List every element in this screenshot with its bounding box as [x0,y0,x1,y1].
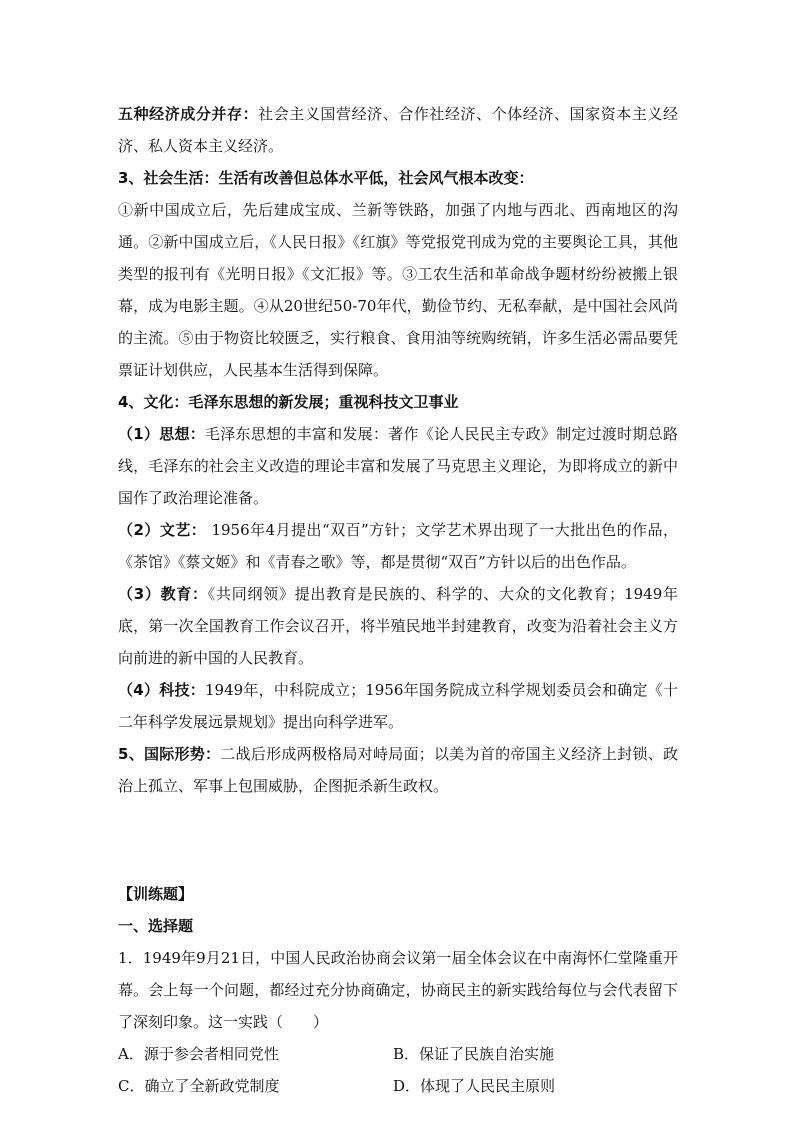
culture-heading: 4、文化：毛泽东思想的新发展；重视科技文卫事业 [118,393,459,411]
option-d[interactable]: D．体现了人民民主原则 [393,1077,556,1095]
culture-item-arts-text: 1956年4月提出“双百”方针；文学艺术界出现了一大批出色的作品，《茶馆》《蔡文姬》和《青春之歌》等，都是贯彻“双百”方针以后的出色作品。 [118,521,678,571]
economic-components-paragraph [118,98,678,162]
culture-item-thought-text: 毛泽东思想的丰富和发展：著作《论人民民主专政》制定过渡时期总路线，毛泽东的社会主义改造的理论丰富和发展了马克思主义理论，为即将成立的新中国作了政治理论准备。 [118,425,678,507]
multiple-choice-section-title: 一、选择题 [118,917,194,935]
social-life-text: ①新中国成立后，先后建成宝成、兰新等铁路，加强了内地与西北、西南地区的沟通。②新中国成立后，《人民日报》《红旗》等党报党刊成为党的主要舆论工具，其他类型的报刊有《光明日报》《文汇报》等。③工农生活和革命战争题材纷纷被搬上银幕，成为电影主题。④从20世纪50-70年代，勤俭节约、无私奉献，是中国社会风尚的主流。⑤由于物资比较匮乏，实行粮食、食用油等统购统销，许多生活必需品要凭票证计划供应，人民基本生活得到保障。 [118,201,678,379]
training-title: 【训练题】 [118,885,194,903]
question-1-stem: 1．1949年9月21日，中国人民政治协商会议第一届全体会议在中南海怀仁堂隆重开幕。会上每一个问题，都经过充分协商确定，协商民主的新实践给每位与会代表留下了深刻印象。这一实践（ ） [118,949,678,1031]
culture-item-thought-label: （1）思想： [118,425,206,443]
section-spacer [118,802,678,878]
culture-item-education-label: （3）教育： [118,585,208,603]
international-situation-label: 5、国际形势： [118,745,221,763]
question-1-options-row-2 [118,1070,678,1102]
culture-item-thought [118,418,678,514]
question-1-options-row-1 [118,1038,678,1070]
culture-item-science-text: 1949年，中科院成立；1956年国务院成立科学规划委员会和确定《十二年科学发展远景规划》提出向科学进军。 [118,681,678,731]
culture-item-education [118,578,678,674]
option-b[interactable]: B．保证了民族自治实施 [393,1045,555,1063]
culture-item-arts-label: （2）文艺： [118,521,207,539]
international-situation [118,738,678,802]
international-situation-text: 二战后形成两极格局对峙局面；以美为首的帝国主义经济上封锁、政治上孤立、军事上包围威胁，企图扼杀新生政权。 [118,745,678,795]
culture-item-science [118,674,678,738]
culture-item-arts [118,514,678,578]
culture-item-science-label: （4）科技： [118,681,205,699]
social-life-heading: 3、社会生活：生活有改善但总体水平低，社会风气根本改变： [118,169,534,187]
culture-item-education-text: 《共同纲领》提出教育是民族的、科学的、大众的文化教育；1949年底，第一次全国教育工作会议召开，将半殖民地半封建教育，改变为沿着社会主义方向前进的新中国的人民教育。 [118,585,678,667]
economic-components-label: 五种经济成分并存： [118,105,259,123]
option-a[interactable]: A．源于参会者相同党性 [118,1045,279,1063]
document-page [118,98,678,1102]
option-c[interactable]: C．确立了全新政党制度 [118,1077,280,1095]
economic-components-text: 社会主义国营经济、合作社经济、个体经济、国家资本主义经济、私人资本主义经济。 [118,105,678,155]
